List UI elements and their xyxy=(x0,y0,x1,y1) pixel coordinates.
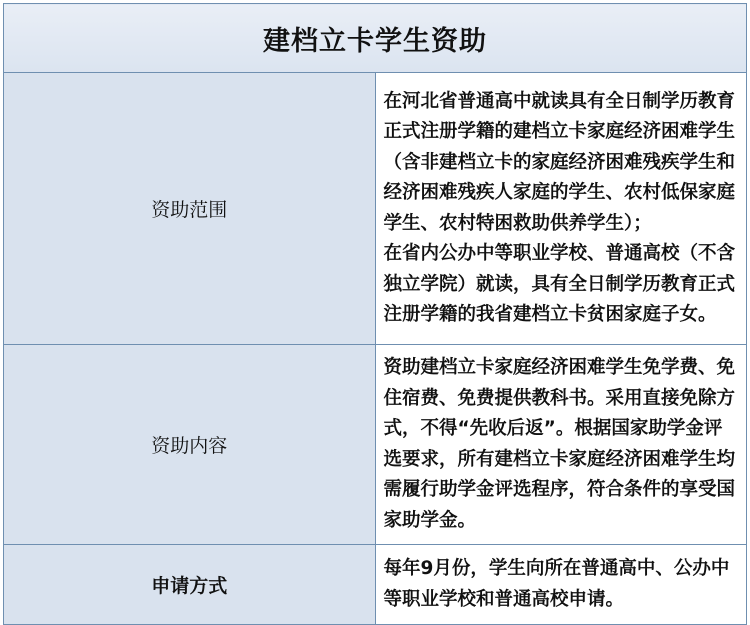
table-title: 建档立卡学生资助 xyxy=(4,4,747,73)
row-label-content: 资助内容 xyxy=(4,345,376,545)
scope-paragraph-2: 在省内公办中等职业学校、普通高校（不含独立学院）就读，具有全日制学历教育正式注册学籍的我省建档立卡贫困家庭子女。 xyxy=(383,243,736,325)
row-label-scope: 资助范围 xyxy=(4,73,376,345)
title-row xyxy=(4,4,747,73)
aid-info-table xyxy=(3,3,747,625)
apply-paragraph-1: 每年9月份，学生向所在普通高中、公办中等职业学校和普通高校申请。 xyxy=(383,558,730,610)
scope-paragraph-1: 在河北省普通高中就读具有全日制学历教育正式注册学籍的建档立卡家庭经济困难学生（含非建档立卡的家庭经济困难残疾学生和经济困难残疾人家庭的学生、农村低保家庭学生、农村特困救助供养学生）； xyxy=(383,90,736,234)
row-content-scope xyxy=(375,73,747,345)
row-content-apply xyxy=(375,545,747,625)
table-row-scope xyxy=(4,73,747,345)
content-paragraph-1: 资助建档立卡家庭经济困难学生免学费、免住宿费、免费提供教科书。采用直接免除方式，不得“先收后返”。根据国家助学金评选要求，所有建档立卡家庭经济困难学生均需履行助学金评选程序，符合条件的享受国家助学金。 xyxy=(383,357,736,531)
table-row-apply xyxy=(4,545,747,625)
table-row-content xyxy=(4,345,747,545)
row-content-content xyxy=(375,345,747,545)
row-label-apply: 申请方式 xyxy=(4,545,376,625)
